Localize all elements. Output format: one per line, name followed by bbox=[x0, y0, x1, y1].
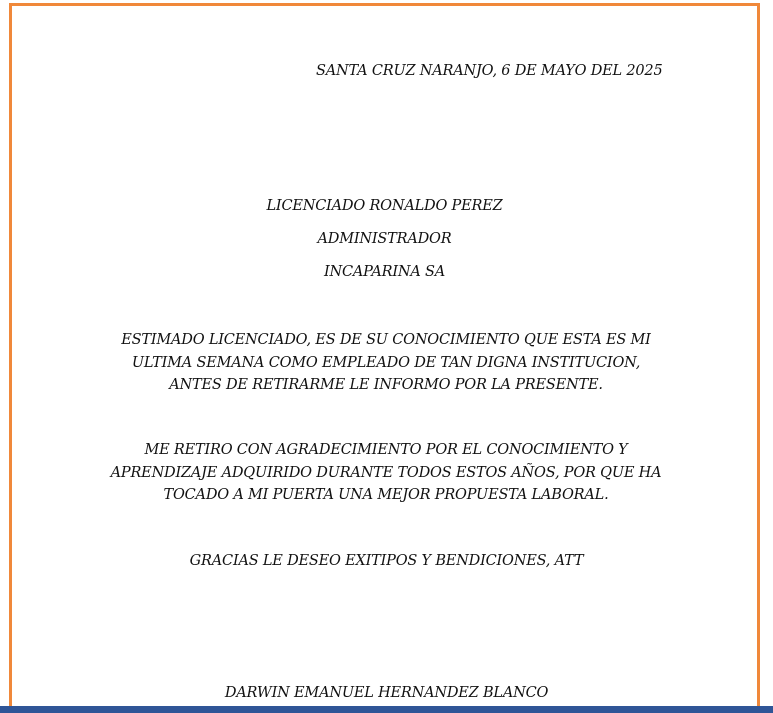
paragraph-1-line-1: ESTIMADO LICENCIADO, ES DE SU CONOCIMIENTO QUE ESTA ES MI bbox=[121, 332, 651, 348]
recipient-title: ADMINISTRADOR bbox=[317, 231, 452, 247]
signature-name: DARWIN EMANUEL HERNANDEZ BLANCO bbox=[224, 685, 549, 701]
bottom-status-bar bbox=[0, 706, 773, 713]
date-line: SANTA CRUZ NARANJO, 6 DE MAYO DEL 2025 bbox=[316, 63, 663, 79]
paragraph-2-line-3: TOCADO A MI PUERTA UNA MEJOR PROPUESTA LABORAL. bbox=[163, 487, 609, 503]
paragraph-1-line-2: ULTIMA SEMANA COMO EMPLEADO DE TAN DIGNA INSTITUCION, bbox=[131, 354, 641, 371]
paragraph-2-line-2: APRENDIZAJE ADQUIRIDO DURANTE TODOS ESTOS AÑOS, POR QUE HA bbox=[110, 464, 662, 481]
paragraph-2-line-1: ME RETIRO CON AGRADECIMIENTO POR EL CONOCIMIENTO Y bbox=[144, 442, 628, 458]
paragraph-1-line-3: ANTES DE RETIRARME LE INFORMO POR LA PRESENTE. bbox=[169, 377, 603, 393]
body-paragraph-1 bbox=[80, 329, 692, 397]
recipient-company: INCAPARINA SA bbox=[323, 264, 446, 280]
recipient-name: LICENCIADO RONALDO PEREZ bbox=[266, 198, 503, 214]
body-paragraph-2 bbox=[80, 439, 692, 507]
closing-line: GRACIAS LE DESEO EXITIPOS Y BENDICIONES, ATT bbox=[189, 553, 584, 569]
